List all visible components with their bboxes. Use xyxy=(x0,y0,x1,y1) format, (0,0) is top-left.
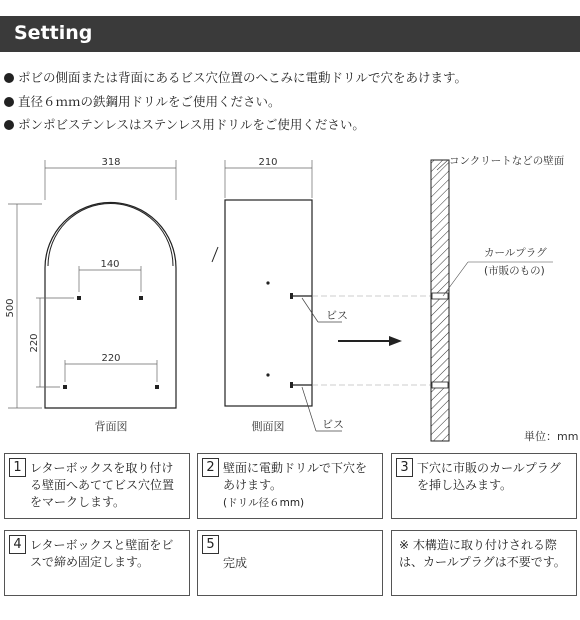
step-number: 4 xyxy=(9,535,26,554)
section-title: Setting xyxy=(14,22,93,44)
bullet-icon xyxy=(4,120,14,130)
step-1-box xyxy=(4,453,190,519)
wall-label: コンクリートなどの壁面 xyxy=(449,155,565,167)
side-view xyxy=(212,157,348,433)
bullet-text: ポンポビステンレスはステンレス用ドリルをご使用ください。 xyxy=(18,117,365,132)
hole-spacing-top-label: 140 xyxy=(100,259,120,270)
side-view-label: 側面図 xyxy=(251,420,285,433)
step-number: 2 xyxy=(202,458,219,477)
hole-spacing-bottom-label: 220 xyxy=(101,353,121,364)
back-width-label: 318 xyxy=(101,157,121,168)
installation-diagram xyxy=(0,150,580,450)
back-height-label: 500 xyxy=(5,298,16,318)
list-item xyxy=(4,117,574,141)
unit-label: 単位：mm xyxy=(524,430,579,443)
back-view xyxy=(5,157,176,433)
vertical-gap-label: 220 xyxy=(29,333,40,353)
step-text: レターボックスを取り付ける壁面へあててビス穴位置をマークします。 xyxy=(30,461,175,509)
list-item xyxy=(4,70,574,94)
step-text: 壁面に電動ドリルで下穴をあけます。 xyxy=(223,461,368,492)
screw-label-upper: ビス xyxy=(326,309,348,322)
step-5-box xyxy=(197,530,383,596)
side-width-label: 210 xyxy=(258,157,278,168)
back-view-label: 背面図 xyxy=(94,420,128,433)
section-header xyxy=(0,16,580,52)
instruction-list xyxy=(4,70,574,141)
bullet-text: ポビの側面または背面にあるビス穴位置のへこみに電動ドリルで穴をあけます。 xyxy=(18,70,468,85)
bullet-icon xyxy=(4,73,14,83)
note-box xyxy=(391,530,577,596)
step-2-box xyxy=(197,453,383,519)
step-text: レターボックスと壁面をビスで締め固定します。 xyxy=(30,538,174,569)
step-text: 完成 xyxy=(223,556,248,570)
bullet-text: 直径６ｍｍの鉄鋼用ドリルをご使用ください。 xyxy=(18,93,281,109)
step-number: 3 xyxy=(396,458,413,477)
step-subtext: (ドリル径６mm) xyxy=(223,497,305,509)
step-text: 下穴に市販のカールプラグを挿し込みます。 xyxy=(417,461,561,492)
step-number: 1 xyxy=(9,458,26,477)
list-item xyxy=(4,94,574,118)
wall-section xyxy=(431,154,578,443)
bullet-icon xyxy=(4,97,14,107)
step-4-box xyxy=(4,530,190,596)
step-number: 5 xyxy=(202,535,219,554)
screw-label-lower: ビス xyxy=(322,418,344,431)
note-text: ※ 木構造に取り付けされる際は、カールプラグは不要です。 xyxy=(399,538,566,569)
plug-label: カールプラグ xyxy=(484,247,547,259)
plug-sublabel: (市販のもの) xyxy=(484,265,545,277)
step-3-box xyxy=(391,453,577,519)
